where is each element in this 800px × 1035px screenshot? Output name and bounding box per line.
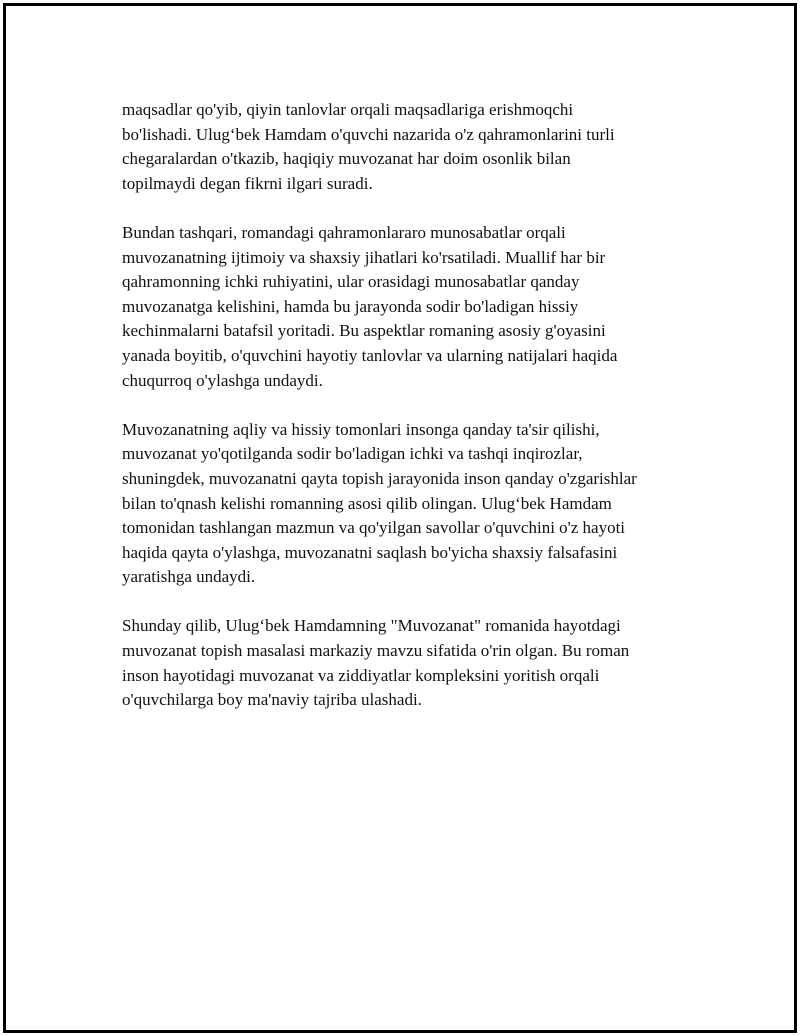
text-line: muvozanat topish masalasi markaziy mavzu sifatida o'rin olgan. Bu roman xyxy=(122,641,630,661)
text-line: haqida qayta o'ylashga, muvozanatni saqlash bo'yicha shaxsiy falsafasini xyxy=(122,542,618,562)
text-line: bilan to'qnash kelishi romanning asosi qilib olingan. Ulug‘bek Hamdam xyxy=(122,493,612,513)
text-line: inson hayotidagi muvozanat va ziddiyatlar kompleksini yoritish orqali xyxy=(122,665,600,685)
text-line: muvozanat yo'qotilganda sodir bo'ladigan ichki va tashqi inqirozlar, xyxy=(122,444,583,464)
text-line: bo'lishadi. Ulug‘bek Hamdam o'quvchi nazarida o'z qahramonlarini turli xyxy=(122,124,615,144)
text-line: maqsadlar qo'yib, qiyin tanlovlar orqali maqsadlariga erishmoqchi xyxy=(122,100,574,119)
text-line: muvozanatning ijtimoiy va shaxsiy jihatlari ko'rsatiladi. Muallif har bir xyxy=(122,247,606,267)
text-line: chuqurroq o'ylashga undaydi. xyxy=(122,370,323,390)
text-line: shuningdek, muvozanatni qayta topish jarayonida inson qanday o'zgarishlar xyxy=(122,468,637,488)
text-line: yanada boyitib, o'quvchini hayotiy tanlovlar va ularning natijalari haqida xyxy=(122,345,618,365)
text-line: o'quvchilarga boy ma'naviy tajriba ulashadi. xyxy=(122,690,422,710)
text-line: Shunday qilib, Ulug‘bek Hamdamning "Muvozanat" romanida hayotdagi xyxy=(122,616,621,636)
text-line: kechinmalarni batafsil yoritadi. Bu aspektlar romaning asosiy g'oyasini xyxy=(122,321,606,341)
text-line: chegaralardan o'tkazib, haqiqiy muvozanat har doim osonlik bilan xyxy=(122,149,571,169)
text-line: Bundan tashqari, romandagi qahramonlararo munosabatlar orqali xyxy=(122,222,566,242)
text-line: Muvozanatning aqliy va hissiy tomonlari insonga qanday ta'sir qilishi, xyxy=(122,419,600,439)
text-line: muvozanatga kelishini, hamda bu jarayonda sodir bo'ladigan hissiy xyxy=(122,296,579,316)
text-line: qahramonning ichki ruhiyatini, ular orasidagi munosabatlar qanday xyxy=(122,272,580,292)
text-line: topilmaydi degan fikrni ilgari suradi. xyxy=(122,173,373,193)
text-line: tomonidan tashlangan mazmun va qo'yilgan savollar o'quvchini o'z hayoti xyxy=(122,518,626,538)
paragraph-4 xyxy=(122,614,687,712)
paragraph-1 xyxy=(122,98,687,196)
text-line: yaratishga undaydi. xyxy=(122,567,256,587)
page-frame xyxy=(3,3,797,1033)
paragraph-3 xyxy=(122,418,687,590)
document-body xyxy=(122,98,687,737)
paragraph-2 xyxy=(122,221,687,393)
